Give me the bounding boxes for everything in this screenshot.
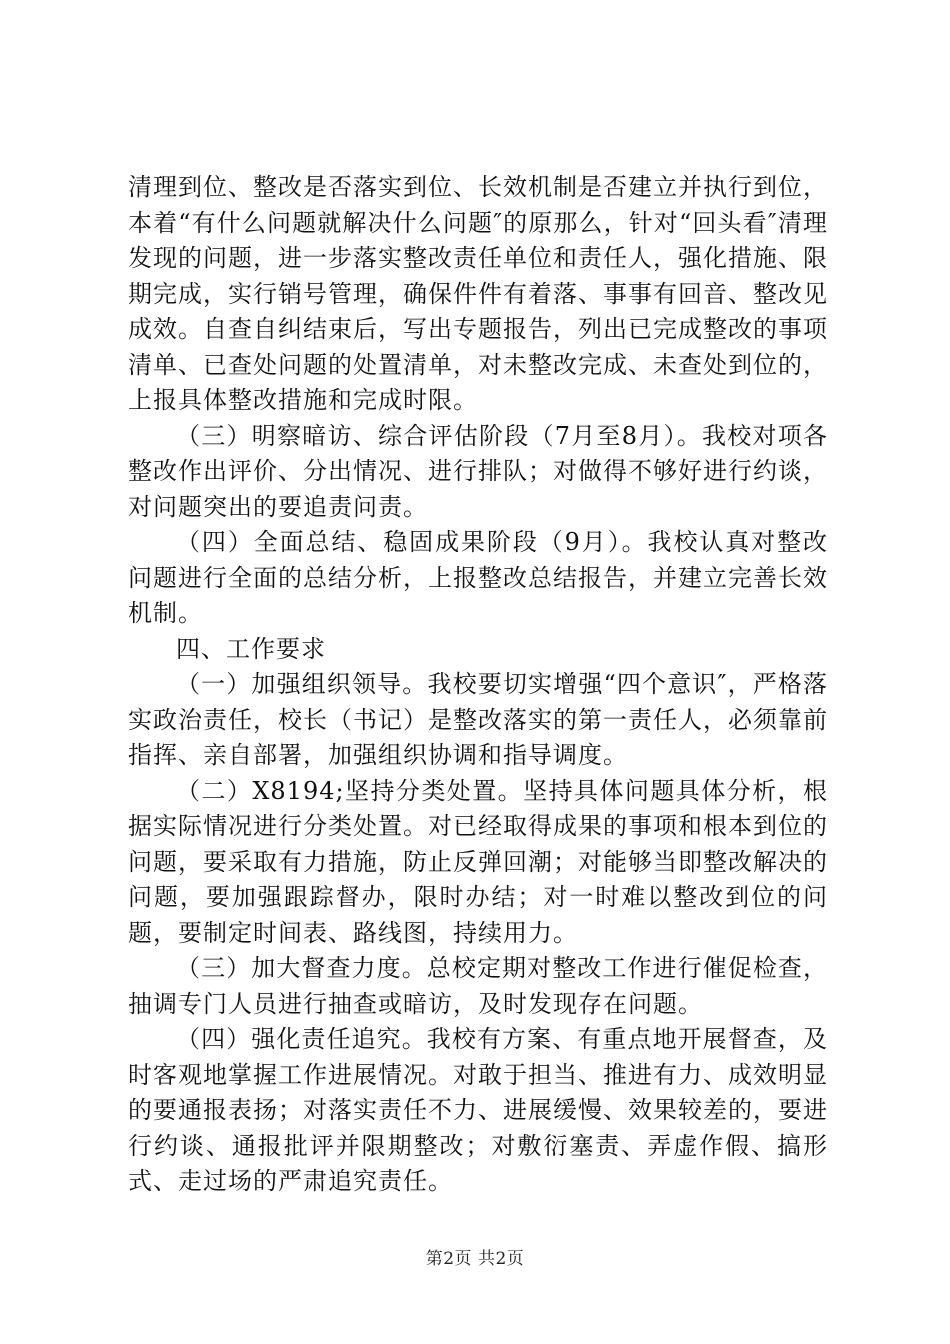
paragraph-requirement-one: （一）加强组织领导。我校要切实增强“四个意识″，严格落实政治责任，校长（书记）是整改落实的第一责任人，必须靠前指挥、亲自部署，加强组织协调和指导调度。 <box>128 670 828 769</box>
paragraph-requirement-three: （三）加大督查力度。总校定期对整改工作进行催促检查，抽调专门人员进行抽查或暗访，及时发现存在问题。 <box>128 954 828 1018</box>
paragraph-phase-four: （四）全面总结、稳固成果阶段（9月）。我校认真对整改问题进行全面的总结分析，上报整改总结报告，并建立完善长效机制。 <box>128 528 828 627</box>
paragraph-requirement-four: （四）强化责任追究。我校有方案、有重点地开展督查，及时客观地掌握工作进展情况。对敢于担当、推进有力、成效明显的要通报表扬；对落实责任不力、进展缓慢、效果较差的，要进行约谈、通报批评并限期整改；对敷衍塞责、弄虚作假、搞形式、走过场的严肃追究责任。 <box>128 1025 828 1195</box>
section-heading-work-requirements: 四、工作要求 <box>176 634 326 663</box>
paragraph-requirement-two: （二）X8194;坚持分类处置。坚持具体问题具体分析，根据实际情况进行分类处置。对已经取得成果的事项和根本到位的问题，要采取有力措施，防止反弹回潮；对能够当即整改解决的问题，要加强跟踪督办，限时办结；对一时难以整改到位的问题，要制定时间表、路线图，持续用力。 <box>128 776 828 947</box>
paragraph-continuation: 清理到位、整改是否落实到位、长效机制是否建立并执行到位，本着“有什么问题就解决什么问题″的原那么，针对“回头看″清理发现的问题，进一步落实整改责任单位和责任人，强化措施、限期完成，实行销号管理，确保件件有着落、事事有回音、整改见成效。自查自纠结束后，写出专题报告，列出已完成整改的事项清单、已查处问题的处置清单，对未整改完成、未查处到位的，上报具体整改措施和完成时限。 <box>128 173 828 414</box>
document-body <box>128 170 828 1200</box>
page-footer: 第2页 共2页 <box>425 1249 525 1269</box>
paragraph-phase-three: （三）明察暗访、综合评估阶段（7月至8月）。我校对项各整改作出评价、分出情况、进行排队；对做得不够好进行约谈，对问题突出的要追责问责。 <box>128 421 828 521</box>
